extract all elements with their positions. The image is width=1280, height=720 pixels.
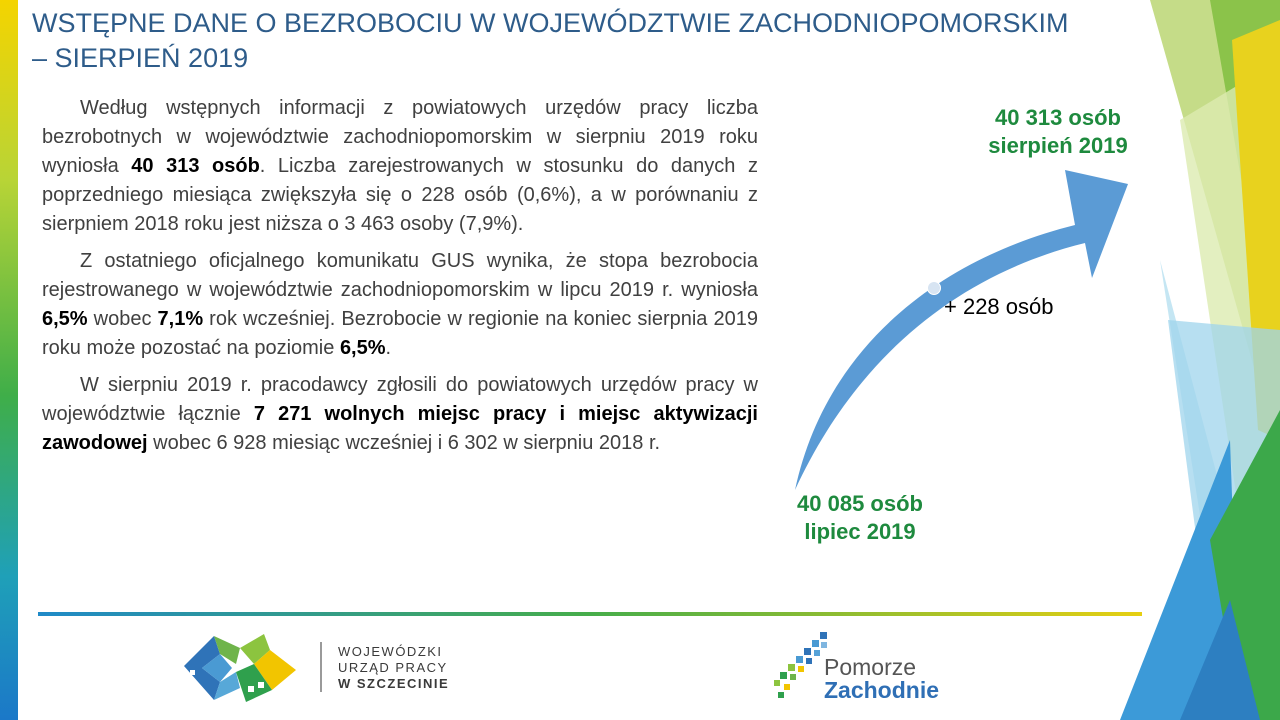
wup-line-3: W SZCZECINIE (338, 676, 450, 691)
pomorze-zachodnie-logo-icon (772, 630, 832, 706)
circle-marker-icon (927, 281, 941, 295)
title-line-1: WSTĘPNE DANE O BEZROBOCIU W WOJEWÓDZTWIE ZACHODNIOPOMORSKIM (32, 8, 1069, 38)
text-segment: rok wcześniej. Bezrobocie w regionie na koniec sierpnia 2019 roku może pozostać na poziomie (42, 308, 758, 359)
curved-arrow-icon (780, 170, 1140, 500)
highlight-offers: 7 271 wolnych miejsc pracy i miejsc aktywizacji zawodowej (42, 403, 758, 454)
highlight-rate: 6,5% (42, 308, 88, 330)
pz-line-2: Zachodnie (824, 677, 940, 703)
change-label: + 228 osób (944, 294, 1054, 319)
highlight-count: 40 313 osób (131, 155, 260, 177)
highlight-rate: 6,5% (339, 337, 386, 359)
text-segment: Z ostatniego oficjalnego komunikatu GUS wynika, że stopa bezrobocia rejestrowanego w województwie zachodniopomorskim w lipcu 2019 r. wyniosła (42, 250, 758, 301)
text-segment: . Liczba zarejestrowanych w stosunku do danych z poprzedniego miesiąca zwiększyła się o 228 osób (0,6%), a w porównaniu z sierpniem 2018 roku jest niższa o 3 463 osoby (7,9%). (42, 155, 758, 235)
wup-line-1: WOJEWÓDZKI (338, 644, 443, 659)
paragraph-unemployment-rate (42, 247, 758, 363)
wup-logo-text (338, 644, 449, 692)
title-line-2: – SIERPIEŃ 2019 (32, 43, 249, 73)
text-segment: W sierpniu 2019 r. pracodawcy zgłosili do powiatowych urzędów pracy w województwie łącznie (42, 374, 758, 425)
text-segment: Według wstępnych informacji z powiatowych urzędów pracy liczba bezrobotnych w województwie zachodniopomorskim w sierpniu 2019 roku wyniosła (42, 97, 758, 177)
text-segment: . (385, 337, 392, 359)
left-color-stripe (0, 0, 18, 720)
wup-logo-icon (180, 630, 300, 706)
paragraph-unemployment-count (42, 94, 758, 239)
page-title (32, 6, 1132, 76)
end-value: 40 313 osób (995, 105, 1121, 130)
start-value: 40 085 osób (797, 491, 923, 516)
text-segment: wobec (87, 308, 158, 330)
wup-line-2: URZĄD PRACY (338, 660, 448, 675)
paragraph-job-offers (42, 371, 758, 458)
start-period: lipiec 2019 (804, 519, 916, 544)
end-stat (960, 104, 1156, 160)
body-text (42, 94, 758, 466)
text-segment: wobec 6 928 miesiąc wcześniej i 6 302 w sierpniu 2018 r. (147, 432, 661, 454)
logo-separator (320, 642, 322, 692)
end-period: sierpień 2019 (988, 133, 1128, 158)
start-stat (772, 490, 948, 546)
pz-line-1: Pomorze (824, 654, 917, 680)
pz-logo-text (824, 656, 939, 702)
footer-divider (38, 612, 1142, 616)
highlight-rate: 7,1% (157, 308, 204, 330)
